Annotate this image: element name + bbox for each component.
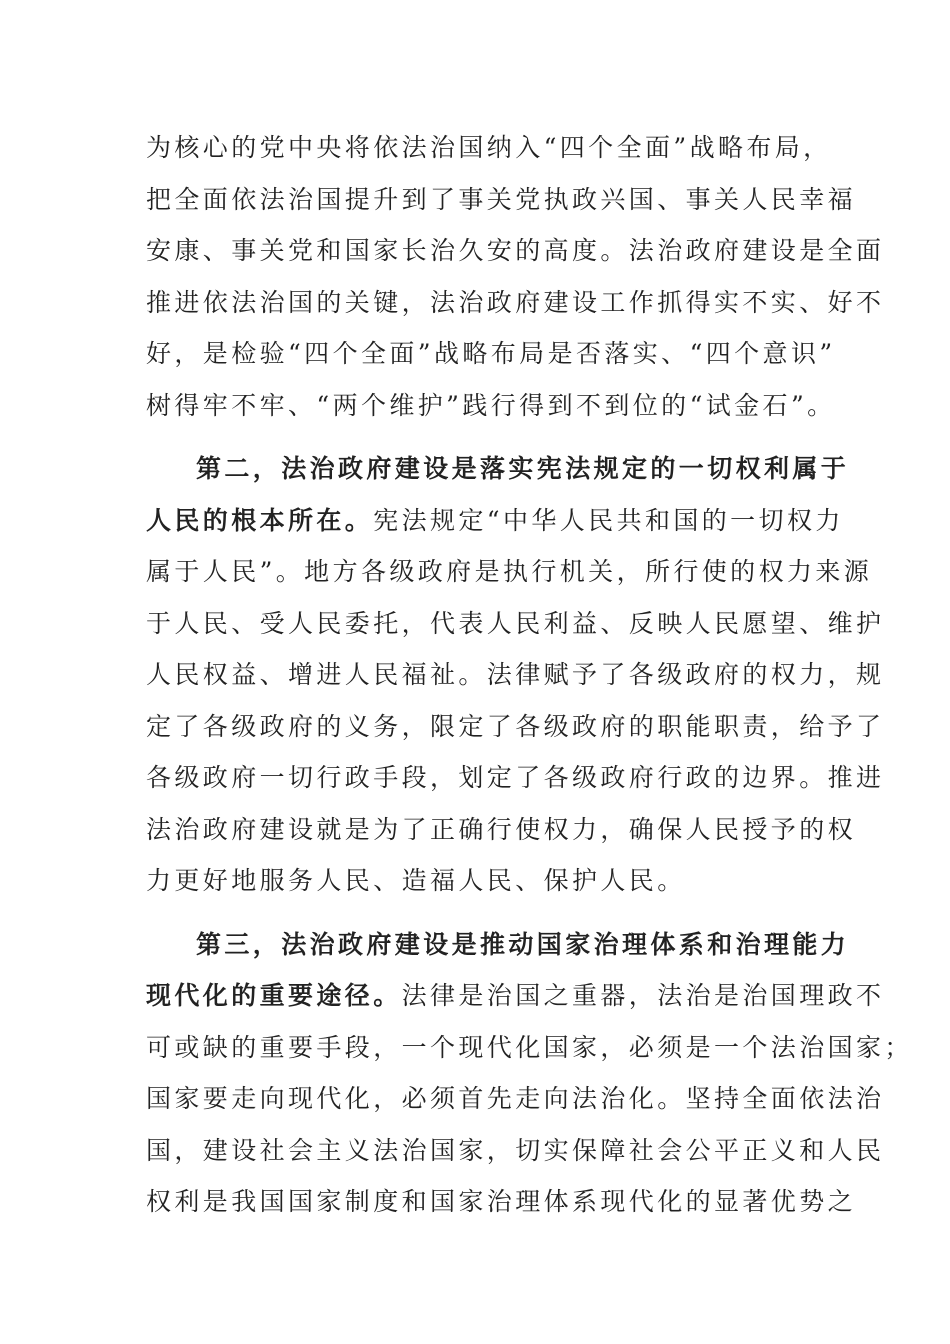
text-line: 国，建设社会主义法治国家，切实保障社会公平正义和人民 xyxy=(146,1135,885,1165)
text-line xyxy=(146,495,844,547)
paragraph-heading: 第二，法治政府建设是落实宪法规定的一切权利属于 xyxy=(196,454,850,483)
text-line xyxy=(146,970,885,1022)
paragraph-spacer xyxy=(146,431,806,443)
text-run: 法律是治国之重器，法治是治国理政不 xyxy=(401,981,885,1010)
text-line: 法治政府建设就是为了正确行使权力，确保人民授予的权 xyxy=(146,814,857,844)
paragraph-2 xyxy=(146,443,885,907)
text-line: 推进依法治国的关键，法治政府建设工作抓得实不实、好不 xyxy=(146,287,885,317)
text-line: 安康、事关党和国家长治久安的高度。法治政府建设是全面 xyxy=(146,236,885,265)
text-run: 宪法规定“中华人民共和国的一切权力 xyxy=(373,505,844,535)
paragraph-3 xyxy=(146,919,913,1228)
text-line: 树得牢不牢、“两个维护”践行得到不到位的“试金石”。 xyxy=(146,390,836,420)
text-line: 把全面依法治国提升到了事关党执政兴国、事关人民幸福 xyxy=(146,184,857,214)
paragraph-heading-end: 人民的根本所在。 xyxy=(146,505,374,535)
text-line: 国家要走向现代化，必须首先走向法治化。坚持全面依法治 xyxy=(146,1084,885,1113)
text-line: 于人民、受人民委托，代表人民利益、反映人民愿望、维护 xyxy=(146,608,885,638)
text-line: 定了各级政府的义务，限定了各级政府的职能职责，给予了 xyxy=(146,711,885,741)
text-line: 力更好地服务人民、造福人民、保护人民。 xyxy=(146,866,686,895)
text-line: 属于人民”。地方各级政府是执行机关，所行使的权力来源 xyxy=(146,557,873,586)
text-line: 人民权益、增进人民福祉。法律赋予了各级政府的权力，规 xyxy=(146,660,885,689)
paragraph-heading: 第三，法治政府建设是推动国家治理体系和治理能力 xyxy=(196,929,850,959)
text-line: 权利是我国国家制度和国家治理体系现代化的显著优势之 xyxy=(146,1187,857,1216)
paragraph-spacer xyxy=(146,907,806,919)
paragraph-1 xyxy=(146,122,885,431)
document-body xyxy=(146,122,913,1228)
text-line: 各级政府一切行政手段，划定了各级政府行政的边界。推进 xyxy=(146,763,885,792)
text-line: 可或缺的重要手段，一个现代化国家，必须是一个法治国家； xyxy=(146,1032,913,1062)
paragraph-heading-end: 现代化的重要途径。 xyxy=(146,981,402,1010)
text-line: 为核心的党中央将依法治国纳入“四个全面”战略布局， xyxy=(146,133,832,162)
text-line: 好，是检验“四个全面”战略布局是否落实、“四个意识” xyxy=(146,339,836,368)
